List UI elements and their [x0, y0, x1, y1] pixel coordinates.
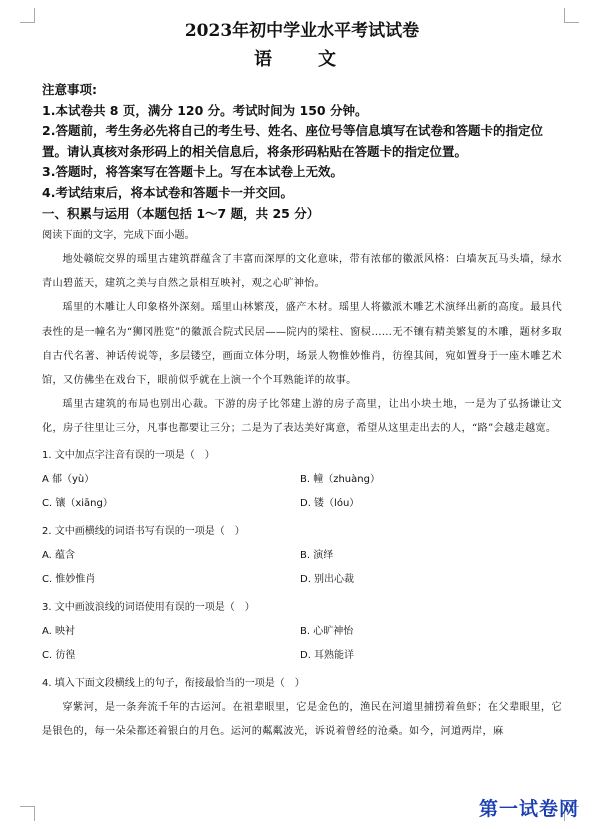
question-stem: 4. 填入下面文段横线上的句子，衔接最恰当的一项是（ ）: [42, 677, 305, 689]
exam-page: [42, 18, 562, 744]
passage-paragraph: 地处赣皖交界的瑶里古建筑群蕴含了丰富而深厚的文化意味，带有浓郁的徽派风格：白墙灰瓦马头墙，绿水青山碧蓝天，建筑之美与自然之景相互映衬，观之心旷神怡。: [42, 254, 562, 290]
notes-item: 1.本试卷共 8 页，满分 120 分。考试时间为 150 分钟。: [42, 102, 368, 118]
q4-passage: 穿紫河，是一条奔流千年的古运河。在祖辈眼里，它是金色的，渔民在河道里捕捞着鱼虾；在父辈眼里，它是银色的，每一朵朵都还着银白的月色。运河的粼粼波光，诉说着曾经的沧桑。如今，河道两岸，麻: [42, 701, 562, 737]
option-b: B. 幢（zhuàng）: [300, 473, 380, 485]
option-c: C. 镶（xiāng）: [42, 498, 113, 510]
option-b: B. 演绎: [300, 549, 334, 561]
question-options: [42, 620, 562, 669]
notes-item: 置。请认真核对条形码上的相关信息后，将条形码粘贴在答题卡的指定位置。: [42, 143, 468, 159]
option-a: A. 映衬: [42, 625, 76, 637]
reading-instruction: 阅读下面的文字，完成下面小题。: [42, 230, 195, 241]
question-stem: 3. 文中画波浪线的词语使用有误的一项是（ ）: [42, 601, 255, 613]
crop-mark-top-left: [20, 8, 35, 23]
exam-subject: 语 文: [254, 49, 350, 70]
passage-paragraph: 瑶里的木雕让人印象格外深刻。瑶里山林繁茂，盛产木材。瑶里人将徽派木雕艺术演绎出新的高度。最具代表性的是一幢名为“狮冈胜览”的徽派合院式民居——院内的梁柱、窗棂……无不镶有精美繁复的木雕，题材多取自古代名著、神话传说等，多层镂空，画面立体分明，场景人物惟妙惟肖，彷徨其间，宛如置身于一座木雕艺术馆，又仿佛坐在戏台下，眼前似乎就在上演一个个耳熟能详的故事。: [42, 302, 562, 387]
option-a: A 郁（yù）: [42, 473, 95, 485]
question-options: [42, 468, 562, 517]
option-a: A. 蕴含: [42, 549, 76, 561]
crop-mark-top-right: [564, 8, 579, 23]
notes-item: 2.答题前，考生务必先将自己的考生号、姓名、座位号等信息填写在试卷和答题卡的指定位: [42, 123, 543, 138]
option-c: C. 惟妙惟肖: [42, 574, 96, 586]
option-b: B. 心旷神怡: [300, 625, 354, 637]
option-d: D. 别出心裁: [300, 574, 355, 586]
exam-title: 2023年初中学业水平考试试卷: [184, 21, 420, 41]
option-d: D. 镂（lóu）: [300, 498, 360, 510]
question-options: [42, 544, 562, 593]
option-d: D. 耳熟能详: [300, 650, 355, 662]
watermark-text: 第一试卷网: [478, 798, 579, 820]
notes-item: 3.答题时，将答案写在答题卡上。写在本试卷上无效。: [42, 164, 343, 179]
crop-mark-bottom-left: [20, 806, 35, 821]
passage-paragraph: 瑶里古建筑的布局也别出心裁。下游的房子比邻建上游的房子高里，让出小块土地，一是为了弘扬谦让文化，房子往里让三分，凡事也都要让三分；二是为了表达美好寓意，希望从这里走出去的人，“路”会越走越宽。: [42, 399, 562, 435]
notes-item: 4.考试结束后，将本试卷和答题卡一并交回。: [42, 184, 293, 200]
question-stem: 1. 文中加点字注音有误的一项是（ ）: [42, 449, 215, 461]
section-heading: 一、积累与运用（本题包括 1～7 题，共 25 分）: [42, 206, 320, 221]
notes-block: [42, 80, 562, 203]
option-c: C. 彷徨: [42, 650, 76, 662]
notes-heading: 注意事项:: [42, 82, 97, 97]
question-stem: 2. 文中画横线的词语书写有误的一项是（ ）: [42, 525, 245, 537]
